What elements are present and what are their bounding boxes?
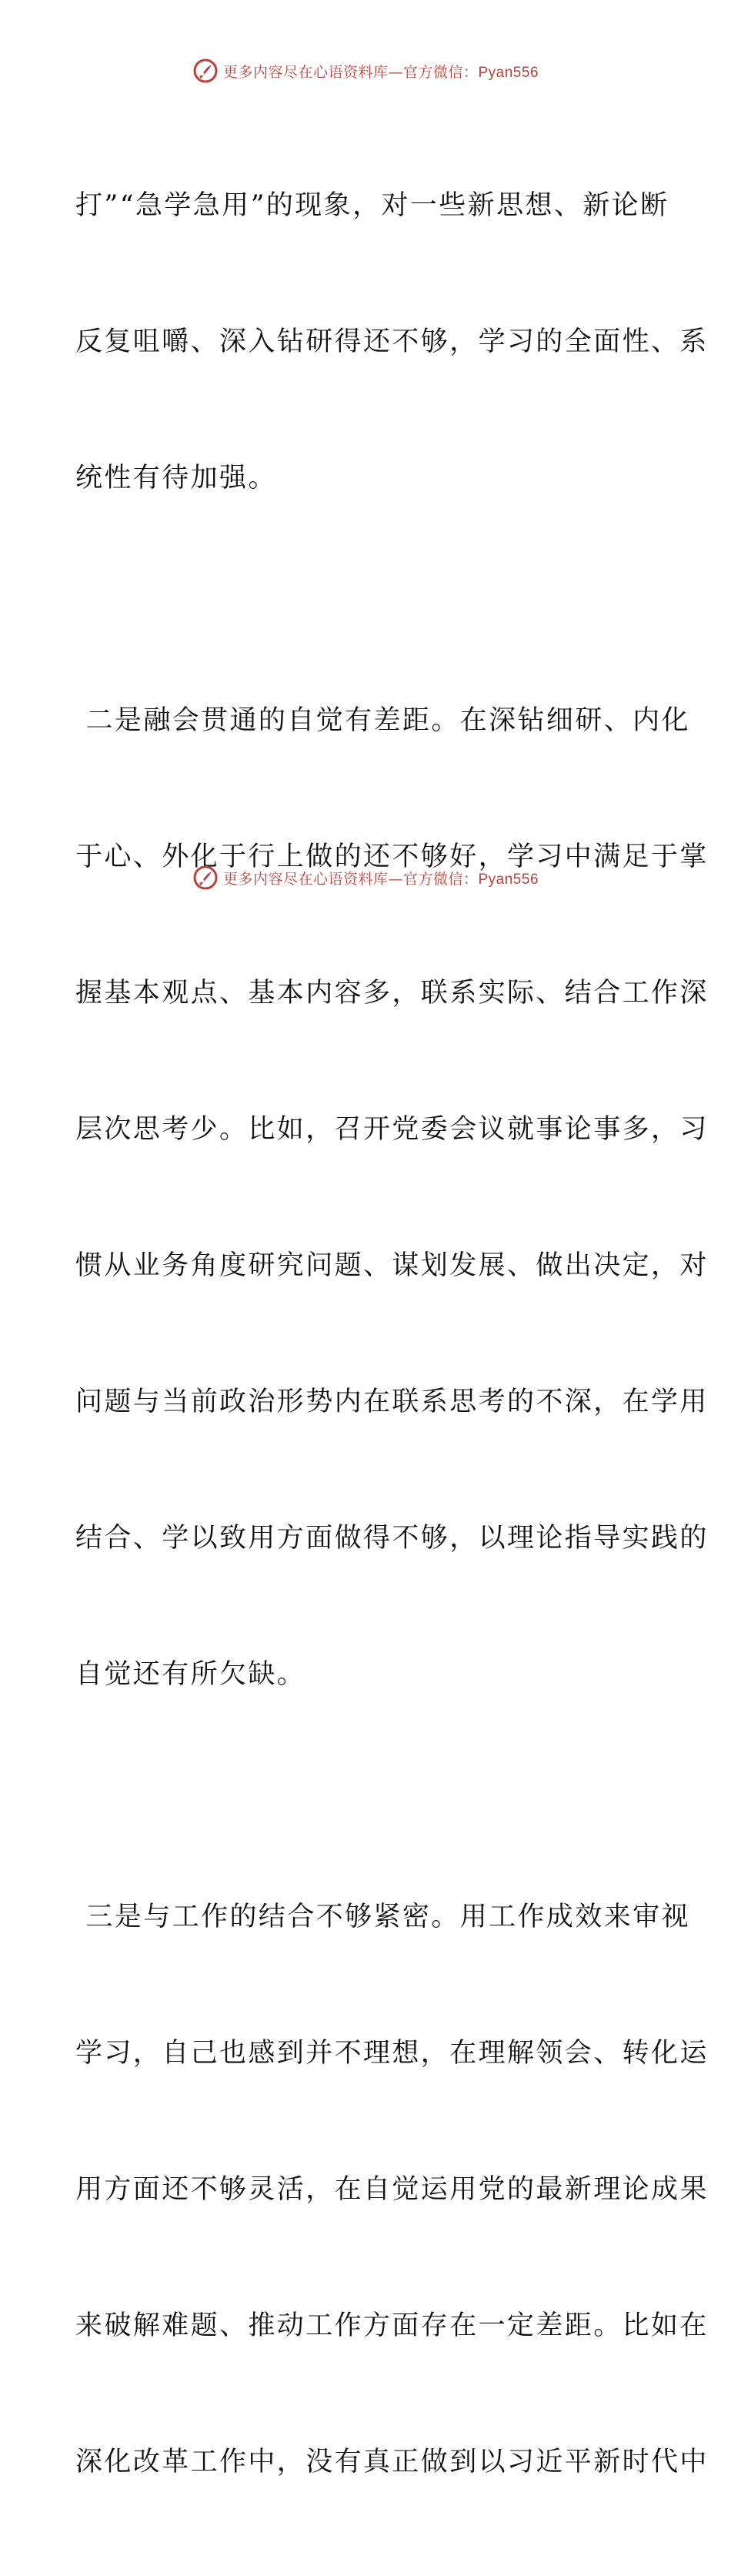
text-line: 自觉还有所欠缺。 (75, 1659, 306, 1690)
pen-nib-circle-icon (192, 865, 219, 891)
text-line: 用方面还不够灵活，在自觉运用党的最新理论成果 (75, 2174, 709, 2205)
watermark-text: 更多内容尽在心语资料库—官方微信：Pyan556 (222, 63, 539, 81)
watermark-text: 更多内容尽在心语资料库—官方微信：Pyan556 (222, 870, 539, 888)
watermark-account: Pyan556 (478, 871, 539, 888)
paragraph-1 (75, 92, 709, 592)
pen-nib-circle-icon (192, 58, 219, 84)
header-watermark (0, 55, 731, 86)
paragraph-3 (75, 1804, 709, 2576)
text-line: 学习，自己也感到并不理想，在理解领会、转化运 (75, 2038, 709, 2069)
text-line: 二是融会贯通的自觉有差距。在深钻细研、内化 (75, 705, 690, 736)
footer-watermark (0, 862, 731, 893)
text-line: 握基本观点、基本内容多，联系实际、结合工作深 (75, 978, 709, 1009)
text-line: 打”“急学急用”的现象，对一些新思想、新论断 (75, 190, 669, 221)
watermark-account: Pyan556 (478, 64, 539, 81)
paragraph-2 (75, 607, 709, 1788)
text-line: 深化改革工作中，没有真正做到以习近平新时代中 (75, 2447, 709, 2477)
text-line: 惯从业务角度研究问题、谋划发展、做出决定，对 (75, 1250, 709, 1281)
text-line: 于心、外化于行上做的还不够好，学习中满足于掌 (75, 841, 709, 872)
text-line: 反复咀嚼、深入钻研得还不够，学习的全面性、系 (75, 326, 709, 357)
text-line: 三是与工作的结合不够紧密。用工作成效来审视 (75, 1902, 690, 1932)
document-body (75, 92, 709, 2576)
text-line: 来破解难题、推动工作方面存在一定差距。比如在 (75, 2310, 709, 2341)
text-line: 结合、学以致用方面做得不够，以理论指导实践的 (75, 1523, 709, 1554)
text-line: 层次思考少。比如，召开党委会议就事论事多，习 (75, 1114, 709, 1145)
text-line: 问题与当前政治形势内在联系思考的不深，在学用 (75, 1387, 709, 1417)
text-line: 统性有待加强。 (75, 463, 277, 493)
